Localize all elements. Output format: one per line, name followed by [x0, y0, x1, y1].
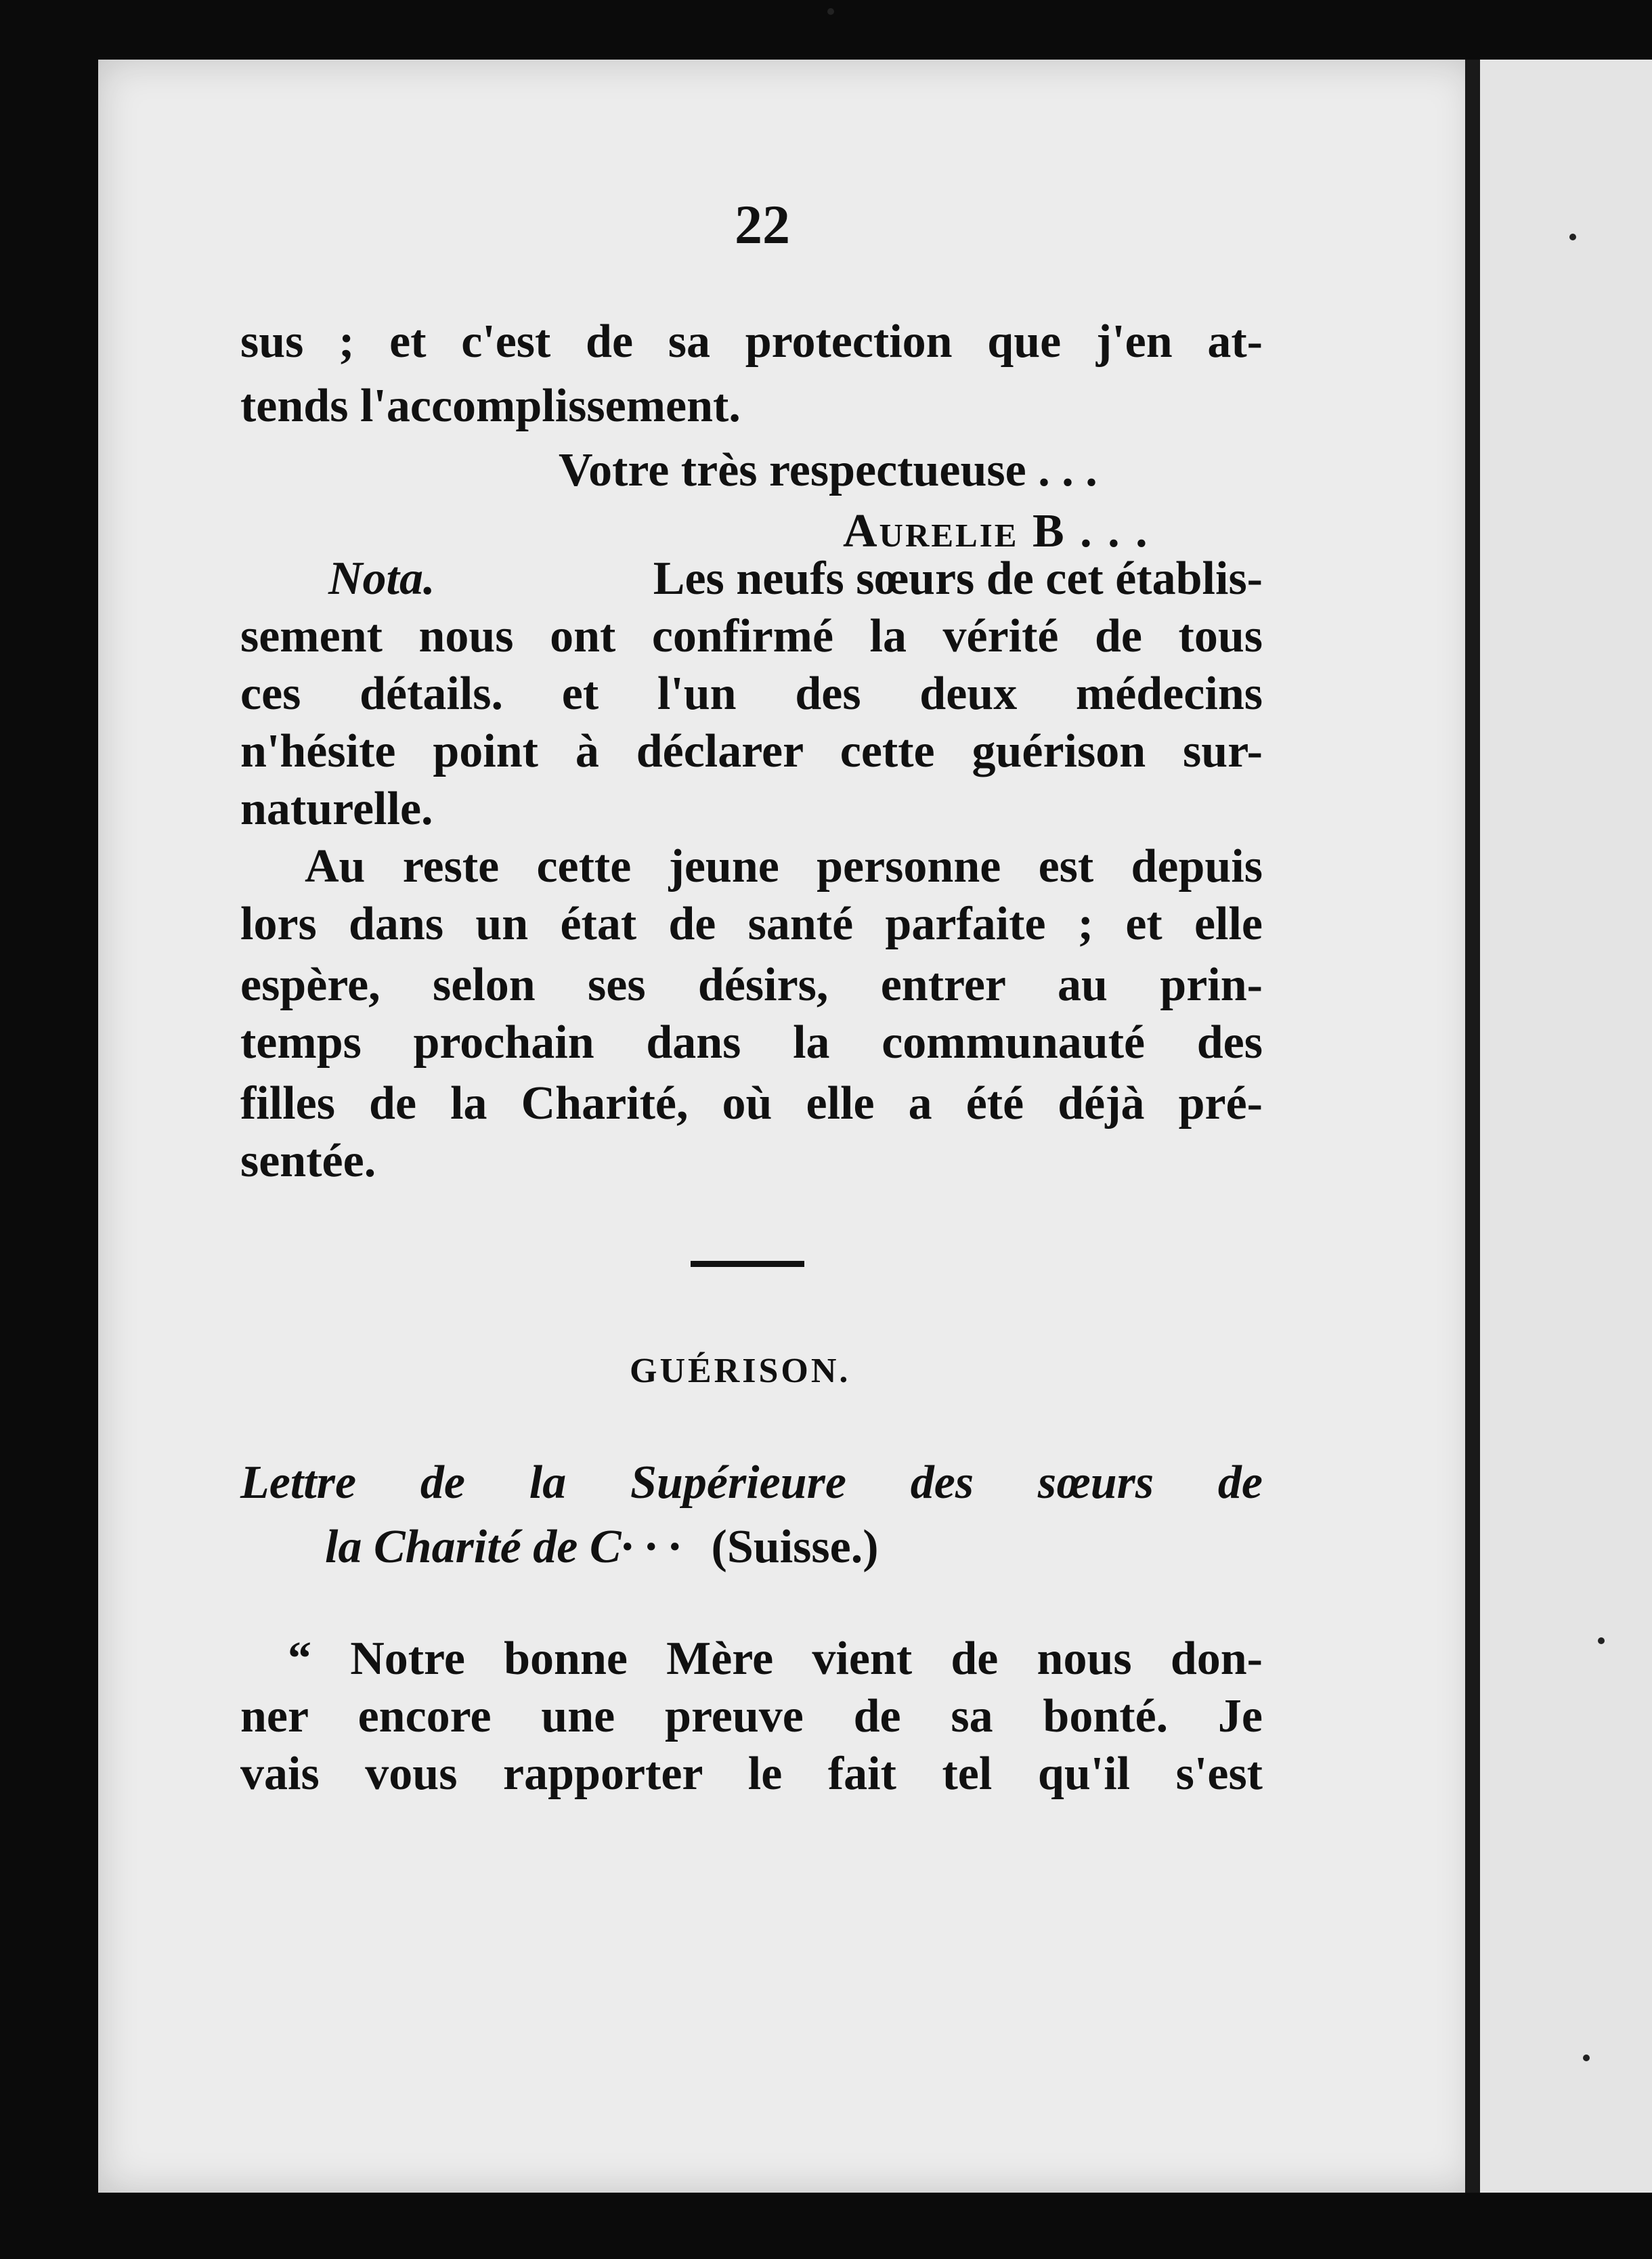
text-line: sement nous ont confirmé la vérité de tous [240, 610, 1263, 662]
text-line: Les neufs sœurs de cet établis- [653, 553, 1263, 605]
text-line: espère, selon ses désirs, entrer au prin- [240, 959, 1263, 1011]
subtitle-line [325, 1520, 879, 1574]
subtitle-place: la Charité de C· · · [325, 1521, 681, 1573]
page-number: 22 [735, 194, 790, 255]
text-line: n'hésite point à déclarer cette guérison sur- [240, 725, 1263, 777]
closing-salutation: Votre très respectueuse . . . [559, 444, 1097, 496]
text-line: tends l'accomplissement. [240, 380, 741, 432]
text-line: ces détails. et l'un des deux médecins [240, 668, 1263, 720]
book-gutter [1465, 60, 1480, 2193]
text-line: Au reste cette jeune personne est depuis [305, 840, 1263, 892]
section-heading: GUÉRISON. [630, 1352, 851, 1390]
scan-speck [827, 8, 834, 15]
scan-speck [1569, 234, 1576, 240]
text-line: vais vous rapporter le fait tel qu'il s'est [240, 1748, 1263, 1800]
text-line: “ Notre bonne Mère vient de nous don- [288, 1633, 1263, 1685]
section-divider [691, 1261, 804, 1267]
adjacent-page-edge [1480, 60, 1652, 2193]
nota-label: Nota. [328, 553, 435, 605]
scan-speck [1583, 2054, 1590, 2061]
text-line: naturelle. [240, 783, 433, 835]
subtitle-line: Lettre de la Supérieure des sœurs de [240, 1457, 1263, 1509]
text-line: ner encore une preuve de sa bonté. Je [240, 1690, 1263, 1742]
nota-line [328, 552, 1263, 606]
signature: Aurelie B . . . [843, 505, 1150, 557]
text-line: sus ; et c'est de sa protection que j'en at- [240, 316, 1263, 368]
text-line: lors dans un état de santé parfaite ; et elle [240, 898, 1263, 950]
text-line: filles de la Charité, où elle a été déjà pré- [240, 1077, 1263, 1130]
text-line: temps prochain dans la communauté des [240, 1016, 1263, 1069]
text-line: sentée. [240, 1135, 376, 1187]
scan-speck [1598, 1637, 1605, 1644]
subtitle-country: (Suisse.) [711, 1521, 879, 1573]
